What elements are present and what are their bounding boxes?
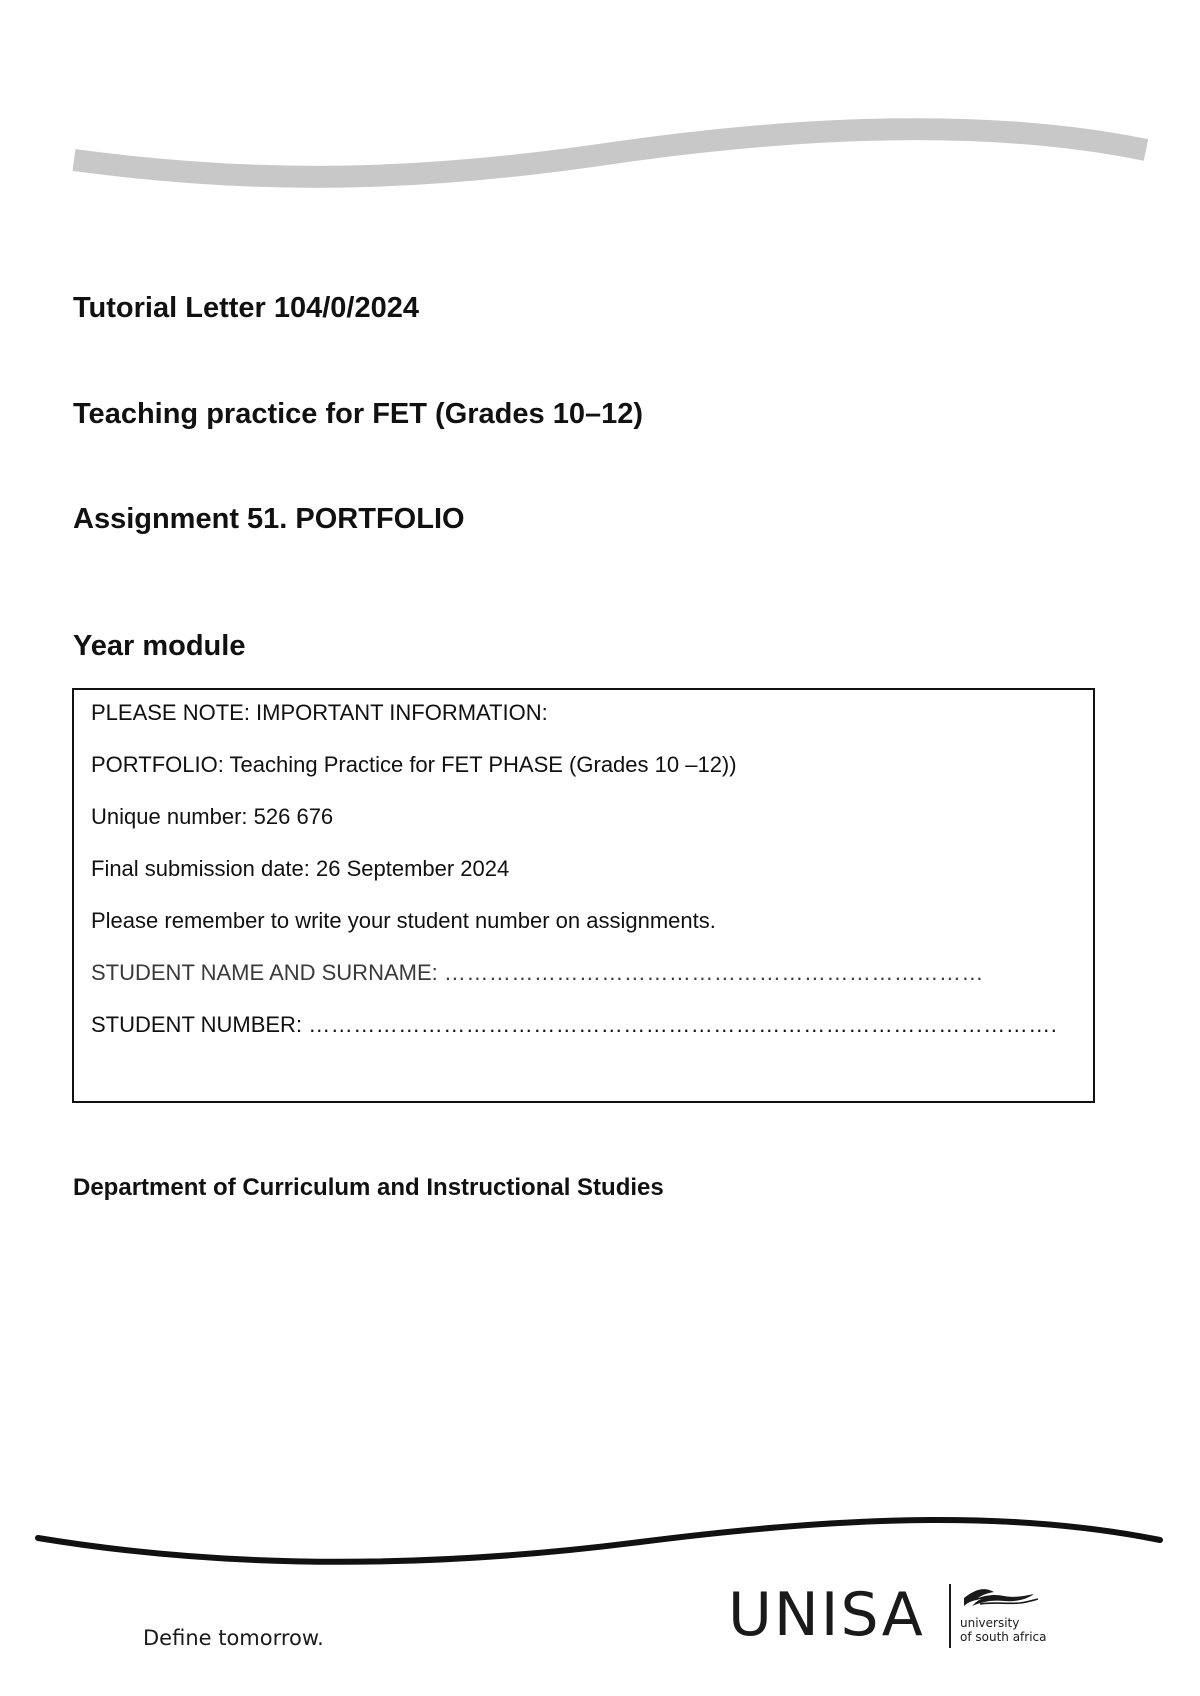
department-name: Department of Curriculum and Instructional Studies [73,1174,664,1201]
tagline: Define tomorrow. [143,1626,324,1650]
assignment-title: Assignment 51. PORTFOLIO [73,503,465,535]
module-type: Year module [73,630,246,662]
important-information-box [72,688,1095,1103]
student-number-field[interactable] [91,1012,1076,1038]
logo-subtitle-line2: of south africa [960,1630,1047,1644]
tutorial-letter-title: Tutorial Letter 104/0/2024 [73,292,420,324]
top-wave-decoration [0,110,1200,210]
logo-wordmark: UNISA [728,1580,925,1650]
student-number-reminder: Please remember to write your student number on assignments. [91,908,716,933]
student-name-field[interactable] [91,960,1076,986]
student-number-label: STUDENT NUMBER: [91,1012,303,1037]
student-name-label: STUDENT NAME AND SURNAME: [91,960,438,985]
portfolio-line: PORTFOLIO: Teaching Practice for FET PHASE (Grades 10 –12)) [91,752,737,777]
student-number-blank: ………………………………………………………………………………………. [308,1012,1058,1037]
notice-heading: PLEASE NOTE: IMPORTANT INFORMATION: [91,700,548,725]
logo-subtitle-line1: university [960,1616,1020,1630]
submission-date: Final submission date: 26 September 2024 [91,856,510,881]
unique-number: Unique number: 526 676 [91,804,334,829]
student-name-blank: ……………………………………………………………… [443,960,984,985]
unisa-emblem-icon [960,1582,1040,1614]
unisa-logo [728,1580,1068,1650]
bottom-wave-decoration [0,1490,1200,1580]
course-title: Teaching practice for FET (Grades 10–12) [73,398,643,430]
logo-divider [949,1584,951,1648]
